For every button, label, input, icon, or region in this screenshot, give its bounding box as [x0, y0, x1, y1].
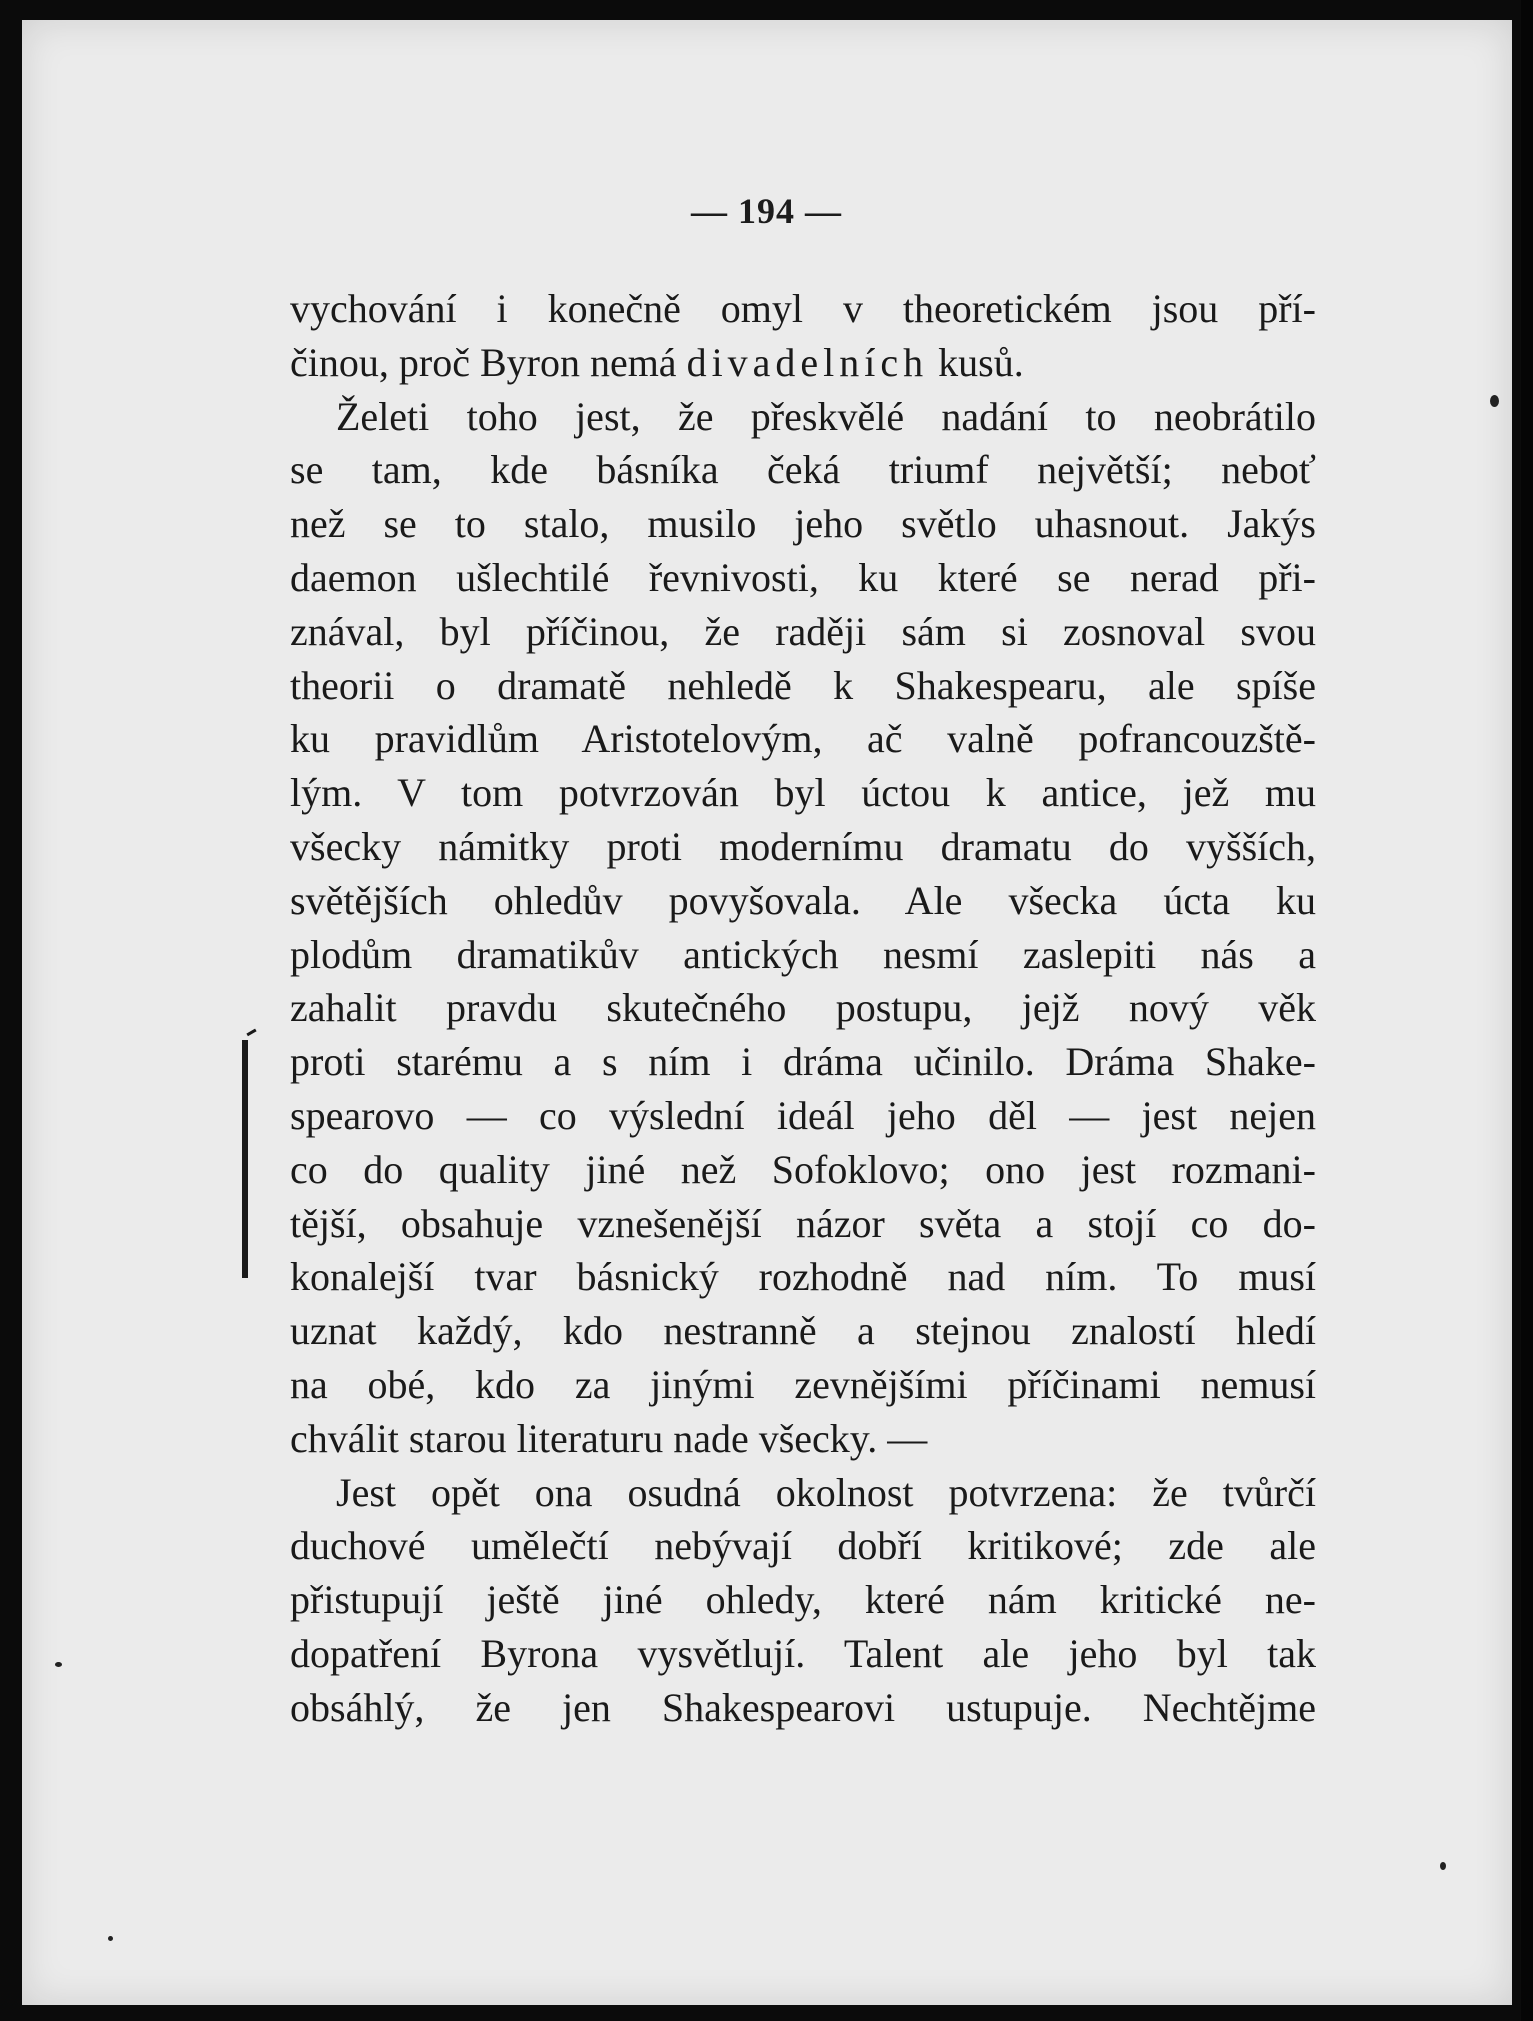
text-line: tější, obsahuje vznešenější názor světa a stojí co do- [290, 1200, 1316, 1246]
text-line: zahalit pravdu skutečného postupu, jejž nový věk [290, 985, 1316, 1031]
text-line: se tam, kde básníka čeká triumf největší; neboť [290, 447, 1316, 493]
emphasized-word: divadelních [686, 339, 929, 385]
text-line: Želeti toho jest, že přeskvělé nadání to neobrátilo [336, 393, 1316, 439]
text-line: theorii o dramatě nehledě k Shakespearu, ale spíše [290, 662, 1316, 708]
text-line: dopatření Byrona vysvětlují. Talent ale jeho byl tak [290, 1630, 1316, 1676]
text-line: konalejší tvar básnický rozhodně nad ním. To musí [290, 1254, 1316, 1300]
scan-speck [55, 1662, 62, 1667]
scan-speck [1490, 395, 1499, 407]
body-text [290, 282, 1316, 1735]
text-line: proti starému a s ním i dráma učinilo. Dráma Shake- [290, 1039, 1316, 1085]
text-line: spearovo — co výslední ideál jeho děl — jest nejen [290, 1092, 1316, 1138]
page-number: — 194 — [691, 191, 842, 231]
text-line: uznat každý, kdo nestranně a stejnou znalostí hledí [290, 1308, 1316, 1354]
text-line: ku pravidlům Aristotelovým, ač valně pofrancouzště- [290, 716, 1316, 762]
text-line: vychování i konečně omyl v theoretickém jsou pří- [290, 286, 1316, 331]
scan-speck [1440, 1862, 1446, 1870]
text-line: chválit starou literaturu nade všecky. — [290, 1415, 928, 1461]
text-line: všecky námitky proti modernímu dramatu do vyšších, [290, 823, 1316, 869]
margin-mark [242, 1040, 248, 1278]
scan-speck [108, 1936, 113, 1941]
text-line: než se to stalo, musilo jeho světlo uhasnout. Jakýs [290, 501, 1316, 547]
text-line: Jest opět ona osudná okolnost potvrzena: že tvůrčí [336, 1469, 1316, 1515]
text-line: plodům dramatikův antických nesmí zaslepiti nás a [290, 931, 1316, 977]
text-line: duchové umělečtí nebývají dobří kritikové; zde ale [290, 1523, 1316, 1569]
text-line: daemon ušlechtilé řevnivosti, ku které se nerad při- [290, 554, 1316, 600]
text-line: co do quality jiné než Sofoklovo; ono jest rozmani- [290, 1146, 1316, 1192]
text-line: lým. V tom potvrzován byl úctou k antice, jež mu [290, 770, 1316, 816]
text-line: činou, proč Byron nemá divadelních kusů. [290, 339, 1024, 385]
text-line: obsáhlý, že jen Shakespearovi ustupuje. Nechtějme [290, 1684, 1316, 1730]
text-line: na obé, kdo za jinými zevnějšími příčinami nemusí [290, 1361, 1316, 1407]
text-line: znával, byl příčinou, že raději sám si zosnoval svou [290, 608, 1316, 654]
text-line: světějších ohledův povyšovala. Ale všecka úcta ku [290, 877, 1316, 923]
text-line: přistupují ještě jiné ohledy, které nám kritické ne- [290, 1577, 1316, 1623]
scan-edge [1521, 0, 1533, 2021]
